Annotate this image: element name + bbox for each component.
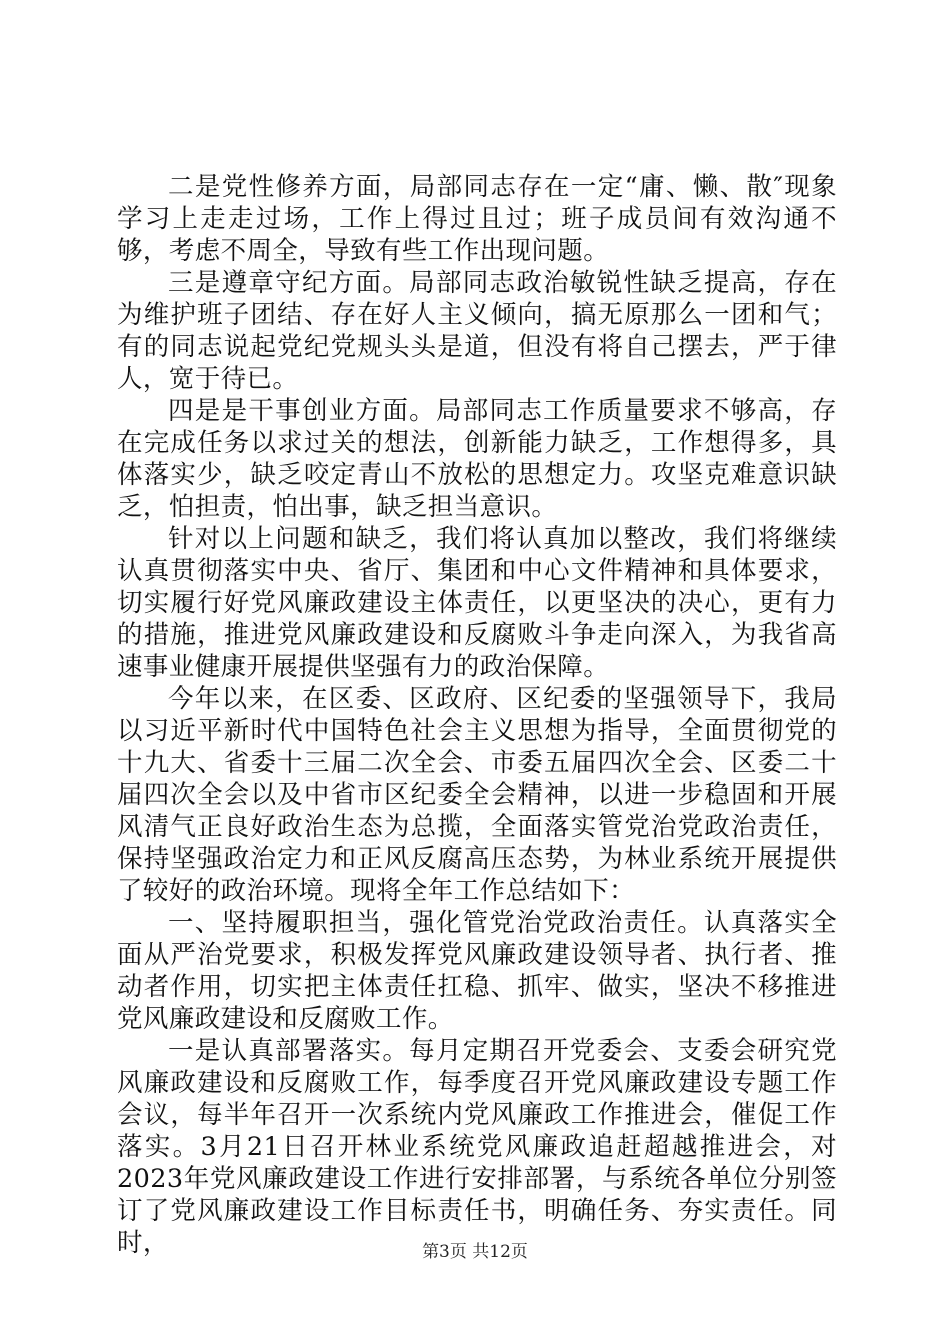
- paragraph-1: 二是党性修养方面，局部同志存在一定“庸、懒、散″现象学习上走走过场，工作上得过且过；班子成员间有效沟通不够，考虑不周全，导致有些工作出现问题。: [117, 172, 837, 266]
- paragraph-4: 针对以上问题和缺乏，我们将认真加以整改，我们将继续认真贯彻落实中央、省厅、集团和中心文件精神和具体要求，切实履行好党风廉政建设主体责任，以更坚决的决心，更有力的措施，推进党风廉政建设和反腐败斗争走向深入，为我省高速事业健康开展提供坚强有力的政治保障。: [117, 524, 837, 682]
- paragraph-7: 一是认真部署落实。每月定期召开党委会、支委会研究党风廉政建设和反腐败工作，每季度召开党风廉政建设专题工作会议，每半年召开一次系统内党风廉政工作推进会，催促工作落实。3月21日召开林业系统党风廉政追赶超越推进会，对2023年党风廉政建设工作进行安排部署，与系统各单位分别签订了党风廉政建设工作目标责任书，明确任务、夯实责任。同时，: [117, 1036, 837, 1258]
- paragraph-2: 三是遵章守纪方面。局部同志政治敏锐性缺乏提高，存在为维护班子团结、存在好人主义倾向，搞无原那么一团和气；有的同志说起党纪党规头头是道，但没有将自己摆去，严于律人，宽于待已。: [117, 268, 837, 394]
- paragraph-3: 四是是干事创业方面。局部同志工作质量要求不够高，存在完成任务以求过关的想法，创新能力缺乏，工作想得多，具体落实少，缺乏咬定青山不放松的思想定力。攻坚克难意识缺乏，怕担责，怕出事，缺乏担当意识。: [117, 396, 837, 522]
- paragraph-5: 今年以来，在区委、区政府、区纪委的坚强领导下，我局以习近平新时代中国特色社会主义思想为指导，全面贯彻党的十九大、省委十三届二次全会、市委五届四次全会、区委二十届四次全会以及中省市区纪委全会精神，以进一步稳固和开展风清气正良好政治生态为总揽，全面落实管党治党政治责任，保持坚强政治定力和正风反腐高压态势，为林业系统开展提供了较好的政治环境。现将全年工作总结如下：: [117, 684, 837, 906]
- page-number-footer: 第3页 共12页: [422, 1242, 528, 1262]
- document-body: [117, 171, 837, 1259]
- paragraph-6: 一、坚持履职担当，强化管党治党政治责任。认真落实全面从严治党要求，积极发挥党风廉政建设领导者、执行者、推动者作用，切实把主体责任扛稳、抓牢、做实，坚决不移推进党风廉政建设和反腐败工作。: [117, 908, 837, 1034]
